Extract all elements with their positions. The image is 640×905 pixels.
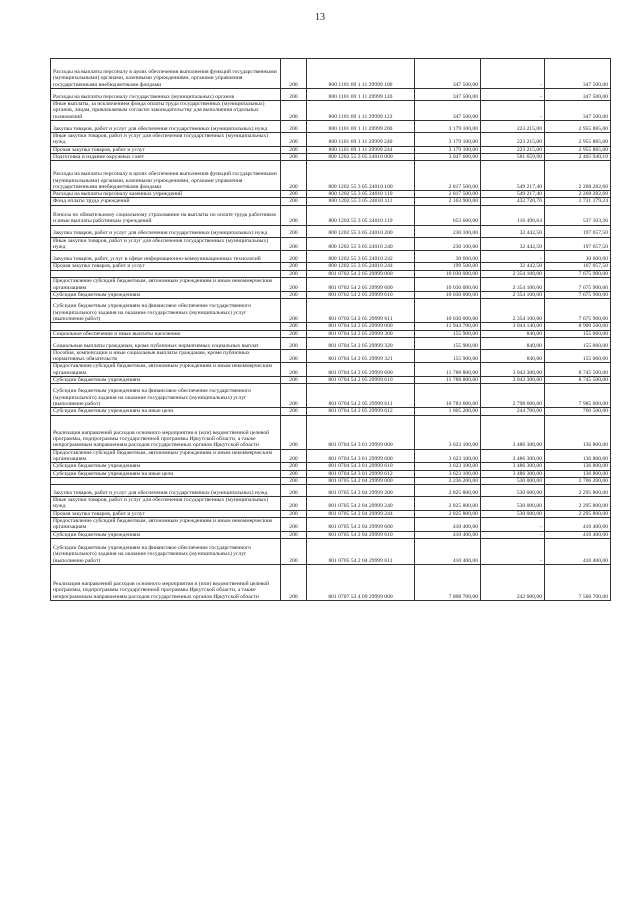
row-budget-code-cell: 800 1101 69 1 11 29999 240 <box>307 133 415 147</box>
row-admin-code-cell: 200 <box>281 470 307 477</box>
row-admin-code-cell: 200 <box>281 101 307 121</box>
row-approved-amount-cell: 10 030 000,00 <box>415 270 481 277</box>
row-approved-amount-cell: 2 825 800,00 <box>415 497 481 511</box>
row-approved-amount-cell: 2 817 500,00 <box>415 191 481 198</box>
table-row <box>51 323 611 330</box>
row-admin-code-cell: 200 <box>281 415 307 449</box>
row-approved-amount-cell: 3 623 100,00 <box>415 463 481 470</box>
row-admin-code-cell: 200 <box>281 330 307 337</box>
row-executed-amount-cell: 530 000,00 <box>481 510 545 517</box>
row-approved-amount-cell: 1 005 200,00 <box>415 408 481 415</box>
row-admin-code-cell: 200 <box>281 225 307 237</box>
row-executed-amount-cell: 2 354 100,00 <box>481 299 545 323</box>
table-row <box>51 270 611 277</box>
row-name-cell: Субсидии бюджетным учреждениям <box>51 531 281 538</box>
row-executed-amount-cell: 530 000,00 <box>481 497 545 511</box>
row-approved-amount-cell: 199 500,00 <box>415 263 481 270</box>
row-remaining-amount-cell: 8 745 500,00 <box>545 377 611 384</box>
row-approved-amount-cell: 653 600,00 <box>415 205 481 225</box>
table-row <box>51 291 611 298</box>
row-approved-amount-cell: 230 100,00 <box>415 237 481 251</box>
row-remaining-amount-cell: 410 400,00 <box>545 538 611 564</box>
row-executed-amount-cell: 3 486 300,00 <box>481 470 545 477</box>
row-remaining-amount-cell: 7 675 900,00 <box>545 291 611 298</box>
row-name-cell: Расходы на выплаты персоналу государственных (муниципальных) органов <box>51 89 281 101</box>
row-approved-amount-cell: 410 400,00 <box>415 538 481 564</box>
row-approved-amount-cell: 155 900,00 <box>415 330 481 337</box>
row-remaining-amount-cell: 155 060,00 <box>545 337 611 349</box>
row-executed-amount-cell: 2 798 600,00 <box>481 384 545 408</box>
table-row <box>51 408 611 415</box>
row-executed-amount-cell: - <box>481 538 545 564</box>
row-executed-amount-cell: 3 043 300,00 <box>481 363 545 377</box>
row-executed-amount-cell: 3 486 300,00 <box>481 449 545 463</box>
row-budget-code-cell: 800 1202 55 3 05 24010 240 <box>307 237 415 251</box>
row-remaining-amount-cell: 136 800,00 <box>545 463 611 470</box>
table-row <box>51 89 611 101</box>
row-admin-code-cell: 200 <box>281 263 307 270</box>
row-budget-code-cell: 800 1101 69 1 11 29999 200 <box>307 121 415 133</box>
row-budget-code-cell: 801 0705 54 2 04 29999 200 <box>307 485 415 497</box>
row-approved-amount-cell: 30 600,00 <box>415 251 481 263</box>
table-row <box>51 277 611 291</box>
row-name-cell: Закупка товаров, работ и услуг для обеспечения государственных (муниципальных) нужд <box>51 121 281 133</box>
row-executed-amount-cell: 840,00 <box>481 330 545 337</box>
row-admin-code-cell: 200 <box>281 59 307 89</box>
row-approved-amount-cell: 11 788 800,00 <box>415 377 481 384</box>
row-executed-amount-cell: - <box>481 518 545 532</box>
row-approved-amount-cell: 2 825 800,00 <box>415 510 481 517</box>
row-budget-code-cell: 801 0704 54 3 01 29999 000 <box>307 415 415 449</box>
row-remaining-amount-cell: 197 657,50 <box>545 225 611 237</box>
row-approved-amount-cell: 3 179 100,00 <box>415 146 481 153</box>
row-remaining-amount-cell: 7 675 900,00 <box>545 299 611 323</box>
row-admin-code-cell: 200 <box>281 564 307 600</box>
row-executed-amount-cell: 223 215,00 <box>481 133 545 147</box>
table-row <box>51 363 611 377</box>
row-remaining-amount-cell: 30 600,00 <box>545 251 611 263</box>
row-remaining-amount-cell: 537 103,36 <box>545 205 611 225</box>
table-row <box>51 146 611 153</box>
row-approved-amount-cell: 3 179 100,00 <box>415 133 481 147</box>
row-budget-code-cell: 801 0704 54 2 05 29999 000 <box>307 323 415 330</box>
row-budget-code-cell: 801 0704 54 2 05 29999 321 <box>307 349 415 363</box>
row-budget-code-cell: 801 0704 54 2 05 29999 300 <box>307 330 415 337</box>
row-executed-amount-cell: 223 215,00 <box>481 121 545 133</box>
row-admin-code-cell: 200 <box>281 449 307 463</box>
row-remaining-amount-cell: 7 675 900,00 <box>545 270 611 277</box>
row-approved-amount-cell: 3 236 200,00 <box>415 477 481 484</box>
row-executed-amount-cell: 242 000,00 <box>481 564 545 600</box>
row-name-cell <box>51 477 281 484</box>
row-budget-code-cell: 801 0705 54 2 04 29999 600 <box>307 518 415 532</box>
row-executed-amount-cell: 549 217,40 <box>481 161 545 191</box>
row-approved-amount-cell: 347 500,00 <box>415 101 481 121</box>
row-remaining-amount-cell: 2 955 885,00 <box>545 146 611 153</box>
row-remaining-amount-cell: 155 060,00 <box>545 349 611 363</box>
row-budget-code-cell: 800 1101 69 1 11 29999 100 <box>307 59 415 89</box>
row-budget-code-cell: 801 0702 54 2 05 29999 610 <box>307 291 415 298</box>
row-approved-amount-cell: 3 623 100,00 <box>415 415 481 449</box>
table-row <box>51 531 611 538</box>
table-row <box>51 470 611 477</box>
row-admin-code-cell: 200 <box>281 363 307 377</box>
table-row <box>51 337 611 349</box>
row-executed-amount-cell: 432 720,76 <box>481 198 545 205</box>
row-budget-code-cell: 800 1202 55 3 05 24010 242 <box>307 251 415 263</box>
row-name-cell: Прочая закупка товаров, работ и услуг <box>51 510 281 517</box>
row-admin-code-cell: 200 <box>281 291 307 298</box>
row-admin-code-cell: 200 <box>281 485 307 497</box>
table-row <box>51 449 611 463</box>
row-approved-amount-cell: 3 623 100,00 <box>415 449 481 463</box>
page-number: 13 <box>315 12 325 23</box>
row-admin-code-cell: 200 <box>281 205 307 225</box>
row-remaining-amount-cell: 2 268 282,60 <box>545 161 611 191</box>
row-name-cell: Иные выплаты, за исключением фонда оплаты труда государственных (муниципальных) органов, лицам, привлекаемым согласно законодательству для выполнения отдельных полномочий <box>51 101 281 121</box>
row-name-cell: Закупка товаров, работ и услуг для обеспечения государственных (муниципальных) нужд <box>51 485 281 497</box>
table-row <box>51 538 611 564</box>
row-remaining-amount-cell: 2 268 282,60 <box>545 191 611 198</box>
row-executed-amount-cell: 223 215,00 <box>481 146 545 153</box>
row-executed-amount-cell: 3 486 300,00 <box>481 415 545 449</box>
table-row <box>51 198 611 205</box>
row-approved-amount-cell: 155 900,00 <box>415 349 481 363</box>
row-budget-code-cell: 800 1101 69 1 11 29999 120 <box>307 89 415 101</box>
row-admin-code-cell: 200 <box>281 477 307 484</box>
row-executed-amount-cell: 32 442,50 <box>481 237 545 251</box>
table-row <box>51 237 611 251</box>
row-executed-amount-cell: 2 354 100,00 <box>481 277 545 291</box>
table-row <box>51 485 611 497</box>
row-approved-amount-cell: 11 944 700,00 <box>415 323 481 330</box>
table-row <box>51 251 611 263</box>
row-name-cell: Субсидии бюджетным учреждениям <box>51 291 281 298</box>
row-budget-code-cell: 801 0704 54 2 05 29999 600 <box>307 363 415 377</box>
row-remaining-amount-cell: 2 706 200,00 <box>545 477 611 484</box>
row-name-cell: Закупка товаров, работ и услуг для обеспечения государственных (муниципальных) нужд <box>51 225 281 237</box>
row-executed-amount-cell: - <box>481 251 545 263</box>
row-budget-code-cell: 801 0705 54 2 04 29999 610 <box>307 531 415 538</box>
row-executed-amount-cell: 530 000,00 <box>481 477 545 484</box>
row-executed-amount-cell: 530 000,00 <box>481 485 545 497</box>
table-row <box>51 377 611 384</box>
row-remaining-amount-cell: 7 985 000,00 <box>545 384 611 408</box>
row-admin-code-cell: 200 <box>281 531 307 538</box>
table-row <box>51 330 611 337</box>
row-admin-code-cell: 200 <box>281 133 307 147</box>
row-approved-amount-cell: 3 623 100,00 <box>415 470 481 477</box>
row-executed-amount-cell: 244 700,00 <box>481 408 545 415</box>
table-row <box>51 384 611 408</box>
row-name-cell: Расходы на выплаты персоналу казенных учреждений <box>51 191 281 198</box>
table-row <box>51 564 611 600</box>
table-row <box>51 415 611 449</box>
row-name-cell: Реализация направлений расходов основного мероприятия и (или) ведомственной целевой программы, подпрограммы государственной программы Иркутской области, а также непрограммным направлениям расходов государственных органов Иркутской области <box>51 415 281 449</box>
table-row <box>51 191 611 198</box>
row-executed-amount-cell: 3 486 300,00 <box>481 463 545 470</box>
row-budget-code-cell: 800 1202 55 3 05 24010 100 <box>307 161 415 191</box>
row-budget-code-cell: 801 0702 54 2 05 29999 600 <box>307 277 415 291</box>
row-budget-code-cell: 800 1202 55 3 05 24010 119 <box>307 205 415 225</box>
row-approved-amount-cell: 2 817 500,00 <box>415 161 481 191</box>
row-remaining-amount-cell: 8 900 560,00 <box>545 323 611 330</box>
row-budget-code-cell: 801 0705 54 2 04 29999 244 <box>307 510 415 517</box>
row-executed-amount-cell: 840,00 <box>481 337 545 349</box>
row-admin-code-cell: 200 <box>281 497 307 511</box>
budget-table <box>50 58 611 601</box>
table-row <box>51 477 611 484</box>
row-remaining-amount-cell: 347 500,00 <box>545 59 611 89</box>
row-budget-code-cell: 800 1101 69 1 11 29999 123 <box>307 101 415 121</box>
row-name-cell: Взносы по обязательному социальному страхованию на выплаты по оплате труда работников и иные выплаты работникам учреждений <box>51 205 281 225</box>
row-remaining-amount-cell: 136 800,00 <box>545 470 611 477</box>
row-executed-amount-cell: 116 496,64 <box>481 205 545 225</box>
row-approved-amount-cell: 3 179 100,00 <box>415 121 481 133</box>
row-executed-amount-cell: 840,00 <box>481 349 545 363</box>
row-admin-code-cell: 200 <box>281 251 307 263</box>
row-executed-amount-cell: - <box>481 89 545 101</box>
table-row <box>51 463 611 470</box>
row-remaining-amount-cell: 2 295 800,00 <box>545 485 611 497</box>
row-budget-code-cell: 801 0705 54 2 04 29999 000 <box>307 477 415 484</box>
row-remaining-amount-cell: 7 675 900,00 <box>545 277 611 291</box>
row-admin-code-cell: 200 <box>281 349 307 363</box>
row-admin-code-cell: 200 <box>281 277 307 291</box>
row-approved-amount-cell: 10 030 000,00 <box>415 291 481 298</box>
row-remaining-amount-cell: 155 060,00 <box>545 330 611 337</box>
row-budget-code-cell: 800 1202 55 3 05 24010 110 <box>307 191 415 198</box>
row-name-cell: Расходы на выплаты персоналу в целях обеспечения выполнения функций государственными (муниципальными) органами, казенными учреждениями, органами управления государственными внебюджетными фондами <box>51 59 281 89</box>
table-row <box>51 518 611 532</box>
row-name-cell: Субсидии бюджетным учреждениям на финансовое обеспечение государственного (муниципального) задания на оказание государственных (муниципальных) услуг (выполнение работ) <box>51 384 281 408</box>
row-name-cell <box>51 323 281 330</box>
row-name-cell: Субсидии бюджетным учреждениям на финансовое обеспечение государственного (муниципального) задания на оказание государственных (муниципальных) услуг (выполнение работ) <box>51 299 281 323</box>
row-name-cell: Субсидии бюджетным учреждениям <box>51 463 281 470</box>
row-admin-code-cell: 200 <box>281 270 307 277</box>
row-approved-amount-cell: 155 900,00 <box>415 337 481 349</box>
row-executed-amount-cell: - <box>481 531 545 538</box>
row-approved-amount-cell: 10 030 000,00 <box>415 277 481 291</box>
row-admin-code-cell: 200 <box>281 377 307 384</box>
row-admin-code-cell: 200 <box>281 146 307 153</box>
row-remaining-amount-cell: 136 800,00 <box>545 415 611 449</box>
row-admin-code-cell: 200 <box>281 299 307 323</box>
row-name-cell: Иные закупки товаров, работ и услуг для обеспечения государственных (муниципальных) нужд <box>51 237 281 251</box>
row-executed-amount-cell: 3 044 140,00 <box>481 323 545 330</box>
table-row <box>51 497 611 511</box>
row-approved-amount-cell: 10 783 600,00 <box>415 384 481 408</box>
row-budget-code-cell: 801 0707 53 4 09 29999 000 <box>307 564 415 600</box>
row-admin-code-cell: 200 <box>281 518 307 532</box>
row-admin-code-cell: 200 <box>281 337 307 349</box>
row-budget-code-cell: 801 0705 54 2 04 29999 611 <box>307 538 415 564</box>
row-name-cell: Расходы на выплаты персоналу в целях обеспечения выполнения функций государственными (муниципальными) органами, казенными учреждениями, органами управления государственными внебюджетными фондами <box>51 161 281 191</box>
row-budget-code-cell: 800 1202 55 3 05 24010 244 <box>307 263 415 270</box>
row-remaining-amount-cell: 136 800,00 <box>545 449 611 463</box>
row-approved-amount-cell: 7 808 700,00 <box>415 564 481 600</box>
row-budget-code-cell: 801 0704 54 3 01 29999 610 <box>307 463 415 470</box>
row-name-cell: Социальное обеспечение и иные выплаты населению <box>51 330 281 337</box>
row-admin-code-cell: 200 <box>281 510 307 517</box>
row-remaining-amount-cell: 1 731 179,24 <box>545 198 611 205</box>
table-row <box>51 121 611 133</box>
row-approved-amount-cell: 230 100,00 <box>415 225 481 237</box>
row-budget-code-cell: 801 0704 54 2 05 29999 320 <box>307 337 415 349</box>
row-budget-code-cell: 800 1202 55 3 05 24010 000 <box>307 153 415 160</box>
row-name-cell: Субсидии бюджетным учреждениям на финансовое обеспечение государственного (муниципального) задания на оказание государственных (муниципальных) услуг (выполнение работ) <box>51 538 281 564</box>
row-remaining-amount-cell: 167 057,50 <box>545 263 611 270</box>
row-budget-code-cell: 801 0704 54 3 01 29999 600 <box>307 449 415 463</box>
row-budget-code-cell: 801 0705 54 2 04 29999 240 <box>307 497 415 511</box>
row-approved-amount-cell: 2 825 800,00 <box>415 485 481 497</box>
row-name-cell: Субсидии бюджетным учреждениям на иные цели <box>51 408 281 415</box>
row-budget-code-cell: 800 1101 69 1 11 29999 244 <box>307 146 415 153</box>
row-budget-code-cell: 801 0704 54 2 05 29999 612 <box>307 408 415 415</box>
row-name-cell: Фонд оплаты труда учреждений <box>51 198 281 205</box>
row-name-cell <box>51 270 281 277</box>
row-approved-amount-cell: 10 030 000,00 <box>415 299 481 323</box>
row-name-cell: Реализация направлений расходов основного мероприятия и (или) ведомственной целевой программы, подпрограммы государственной программы Иркутской области, а также непрограммным направлениям расходов государственных органов Иркутской области <box>51 564 281 600</box>
row-admin-code-cell: 200 <box>281 191 307 198</box>
row-executed-amount-cell: 32 442,50 <box>481 225 545 237</box>
row-admin-code-cell: 200 <box>281 198 307 205</box>
row-executed-amount-cell: 549 217,40 <box>481 191 545 198</box>
row-admin-code-cell: 200 <box>281 161 307 191</box>
row-remaining-amount-cell: 2 955 885,00 <box>545 133 611 147</box>
row-remaining-amount-cell: 2 955 885,00 <box>545 121 611 133</box>
row-budget-code-cell: 801 0704 54 2 05 29999 611 <box>307 384 415 408</box>
row-approved-amount-cell: 11 788 800,00 <box>415 363 481 377</box>
row-name-cell: Иные закупки товаров, работ и услуг для обеспечения государственных (муниципальных) нужд <box>51 497 281 511</box>
row-name-cell: Социальные выплаты гражданам, кроме публичных нормативных социальных выплат <box>51 337 281 349</box>
row-name-cell: Прочая закупка товаров, работ и услуг <box>51 146 281 153</box>
row-name-cell: Субсидии бюджетным учреждениям на иные цели <box>51 470 281 477</box>
row-name-cell: Прочая закупка товаров, работ и услуг <box>51 263 281 270</box>
row-remaining-amount-cell: 2 465 940,10 <box>545 153 611 160</box>
row-name-cell: Закупка товаров, работ, услуг в сфере информационно-коммуникационных технологий <box>51 251 281 263</box>
table-row <box>51 299 611 323</box>
row-remaining-amount-cell: 347 500,00 <box>545 101 611 121</box>
row-executed-amount-cell: 581 659,90 <box>481 153 545 160</box>
row-admin-code-cell: 200 <box>281 538 307 564</box>
row-admin-code-cell: 200 <box>281 237 307 251</box>
row-approved-amount-cell: 410 400,00 <box>415 531 481 538</box>
row-executed-amount-cell: - <box>481 101 545 121</box>
row-remaining-amount-cell: 2 295 800,00 <box>545 497 611 511</box>
table-row <box>51 161 611 191</box>
row-executed-amount-cell: 2 354 100,00 <box>481 291 545 298</box>
row-remaining-amount-cell: 2 295 800,00 <box>545 510 611 517</box>
row-admin-code-cell: 200 <box>281 323 307 330</box>
row-remaining-amount-cell: 410 400,00 <box>545 531 611 538</box>
row-name-cell: Предоставление субсидий бюджетным, автономным учреждениям и иным некоммерческим организациям <box>51 518 281 532</box>
row-name-cell: Предоставление субсидий бюджетным, автономным учреждениям и иным некоммерческим организациям <box>51 277 281 291</box>
row-budget-code-cell: 801 0702 54 2 05 29999 000 <box>307 270 415 277</box>
row-name-cell: Пособия, компенсации и иные социальные выплаты гражданам, кроме публичных нормативных обязательств <box>51 349 281 363</box>
row-admin-code-cell: 200 <box>281 463 307 470</box>
row-remaining-amount-cell: 7 566 700,00 <box>545 564 611 600</box>
row-name-cell: Субсидии бюджетным учреждениям <box>51 377 281 384</box>
row-admin-code-cell: 200 <box>281 384 307 408</box>
row-budget-code-cell: 801 0704 54 2 05 29999 610 <box>307 377 415 384</box>
row-executed-amount-cell: - <box>481 59 545 89</box>
row-admin-code-cell: 200 <box>281 89 307 101</box>
row-approved-amount-cell: 347 500,00 <box>415 89 481 101</box>
row-executed-amount-cell: 2 354 100,00 <box>481 270 545 277</box>
row-approved-amount-cell: 347 500,00 <box>415 59 481 89</box>
table-row <box>51 349 611 363</box>
row-executed-amount-cell: 32 442,50 <box>481 263 545 270</box>
table-row <box>51 101 611 121</box>
row-approved-amount-cell: 2 163 900,00 <box>415 198 481 205</box>
table-row <box>51 225 611 237</box>
row-remaining-amount-cell: 8 745 500,00 <box>545 363 611 377</box>
row-approved-amount-cell: 410 400,00 <box>415 518 481 532</box>
table-row <box>51 205 611 225</box>
row-admin-code-cell: 200 <box>281 408 307 415</box>
row-name-cell: Иные закупки товаров, работ и услуг для обеспечения государственных (муниципальных) нужд <box>51 133 281 147</box>
table-row <box>51 153 611 160</box>
row-name-cell: Предоставление субсидий бюджетным, автономным учреждениям и иным некоммерческим организациям <box>51 363 281 377</box>
row-name-cell: Предоставление субсидий бюджетным, автономным учреждениям и иным некоммерческим организациям <box>51 449 281 463</box>
row-admin-code-cell: 200 <box>281 121 307 133</box>
row-executed-amount-cell: 3 043 300,00 <box>481 377 545 384</box>
table-row <box>51 133 611 147</box>
row-budget-code-cell: 800 1202 55 3 05 24010 200 <box>307 225 415 237</box>
row-budget-code-cell: 800 1202 55 3 05 24010 111 <box>307 198 415 205</box>
row-remaining-amount-cell: 760 500,00 <box>545 408 611 415</box>
row-budget-code-cell: 801 0702 54 2 05 29999 611 <box>307 299 415 323</box>
table-row <box>51 263 611 270</box>
row-remaining-amount-cell: 410 400,00 <box>545 518 611 532</box>
row-approved-amount-cell: 3 047 600,00 <box>415 153 481 160</box>
row-remaining-amount-cell: 347 500,00 <box>545 89 611 101</box>
row-admin-code-cell: 200 <box>281 153 307 160</box>
row-remaining-amount-cell: 197 657,50 <box>545 237 611 251</box>
row-budget-code-cell: 801 0704 54 3 01 29999 612 <box>307 470 415 477</box>
table-row <box>51 59 611 89</box>
row-name-cell: Подготовка и издание окружных газет <box>51 153 281 160</box>
table-row <box>51 510 611 517</box>
